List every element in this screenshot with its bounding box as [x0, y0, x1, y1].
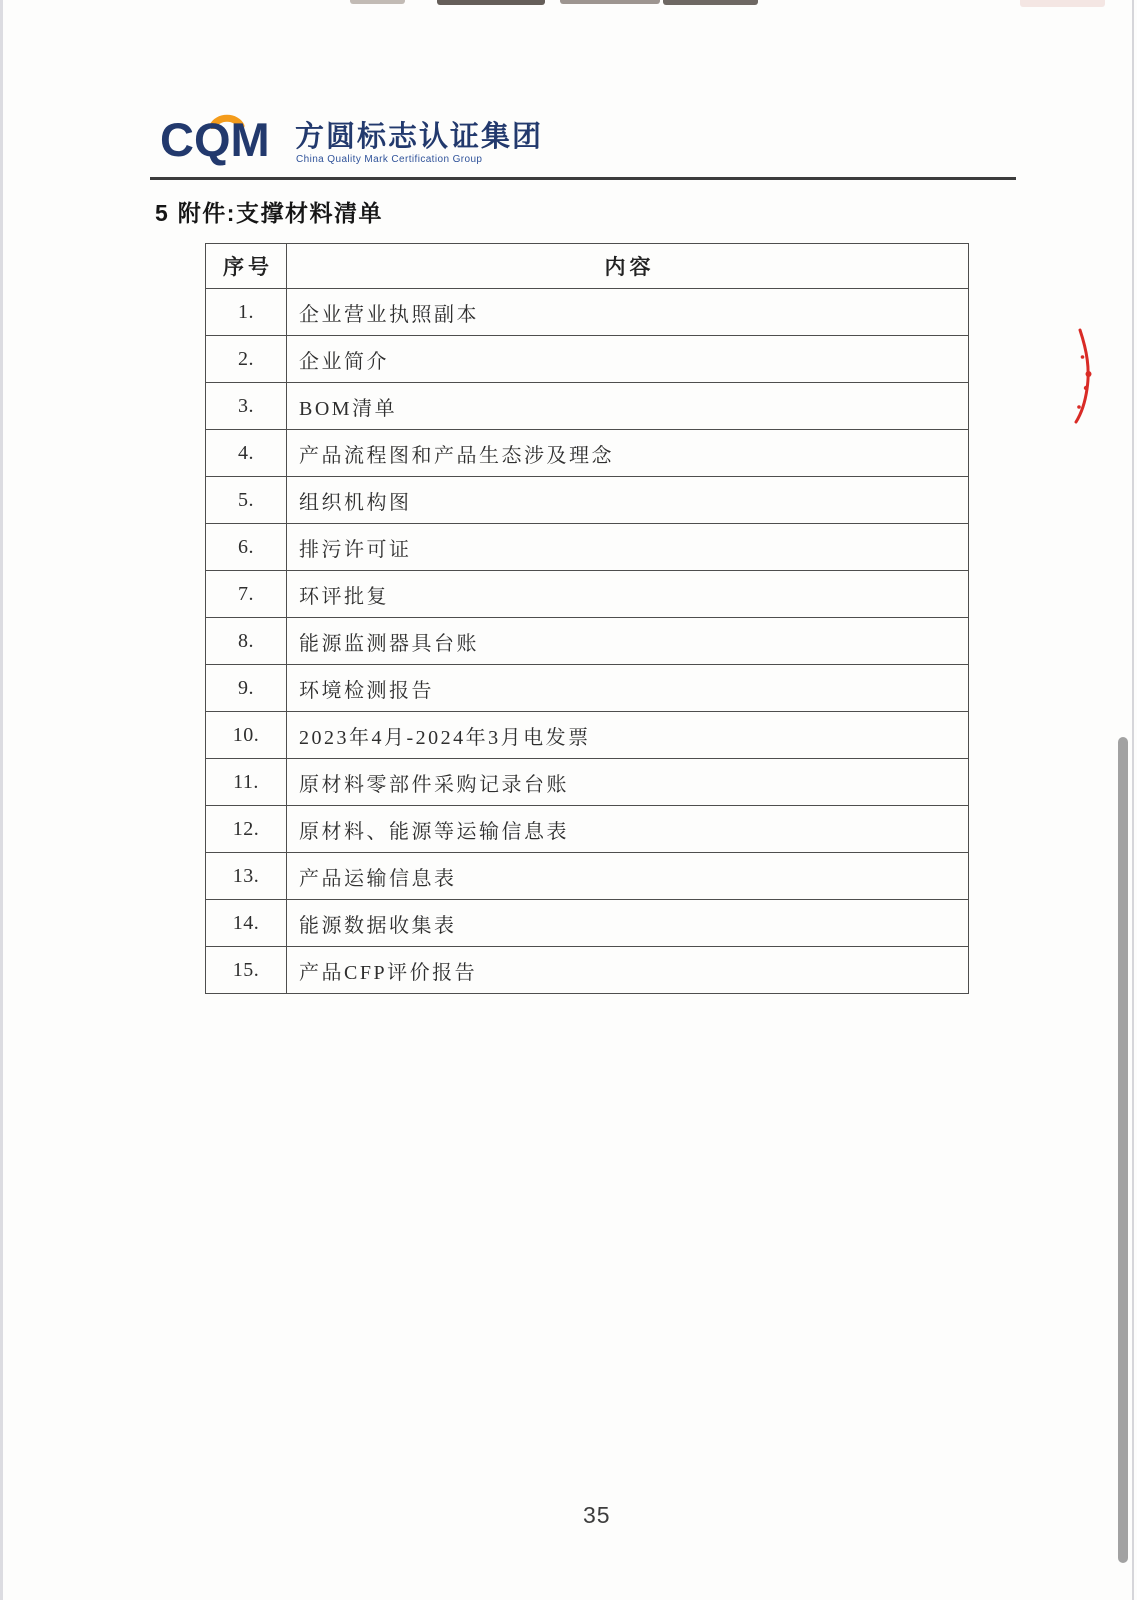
row-number-cell: 14.	[206, 900, 287, 947]
row-number-cell: 13.	[206, 853, 287, 900]
table-row	[206, 853, 969, 900]
table-row	[206, 383, 969, 430]
row-number-cell: 7.	[206, 571, 287, 618]
table-row	[206, 759, 969, 806]
row-number-cell: 4.	[206, 430, 287, 477]
row-content-cell: 排污许可证	[287, 524, 969, 571]
row-number-cell: 12.	[206, 806, 287, 853]
row-number-cell: 10.	[206, 712, 287, 759]
row-number-cell: 15.	[206, 947, 287, 994]
table-row	[206, 712, 969, 759]
row-content-cell: 产品流程图和产品生态涉及理念	[287, 430, 969, 477]
logo-name-chinese: 方圆标志认证集团	[295, 121, 544, 153]
scan-edge-right	[1132, 0, 1134, 1600]
section-number: 5	[155, 200, 168, 226]
table-body	[206, 289, 969, 994]
row-number-cell: 5.	[206, 477, 287, 524]
row-content-cell: 组织机构图	[287, 477, 969, 524]
table-header-row	[206, 244, 969, 289]
row-content-cell: 能源数据收集表	[287, 900, 969, 947]
red-stamp-arc-icon	[1070, 327, 1096, 425]
row-content-cell: 企业简介	[287, 336, 969, 383]
header-divider	[150, 177, 1016, 180]
row-content-cell: 环评批复	[287, 571, 969, 618]
row-content-cell: 2023年4月-2024年3月电发票	[287, 712, 969, 759]
table-row	[206, 665, 969, 712]
scan-edge-left	[0, 0, 3, 1600]
section-heading	[155, 199, 383, 229]
table-row	[206, 947, 969, 994]
table-row	[206, 571, 969, 618]
scan-smudge	[663, 0, 758, 5]
scan-smudge	[350, 0, 405, 4]
row-number-cell: 6.	[206, 524, 287, 571]
row-number-cell: 3.	[206, 383, 287, 430]
row-number-cell: 1.	[206, 289, 287, 336]
column-header-content: 内容	[287, 244, 969, 289]
row-content-cell: BOM清单	[287, 383, 969, 430]
scan-smudge	[437, 0, 545, 5]
attachment-list-table	[205, 243, 969, 994]
table-row	[206, 524, 969, 571]
column-header-number: 序号	[206, 244, 287, 289]
row-content-cell: 产品运输信息表	[287, 853, 969, 900]
logo-name-english: China Quality Mark Certification Group	[296, 154, 483, 165]
table-row	[206, 289, 969, 336]
page-number: 35	[583, 1502, 611, 1528]
scan-smudge	[560, 0, 660, 4]
table-row	[206, 618, 969, 665]
table-row	[206, 336, 969, 383]
row-number-cell: 11.	[206, 759, 287, 806]
row-content-cell: 环境检测报告	[287, 665, 969, 712]
row-content-cell: 能源监测器具台账	[287, 618, 969, 665]
table-row	[206, 477, 969, 524]
table-row	[206, 430, 969, 477]
section-title: 附件:支撑材料清单	[177, 200, 383, 226]
table-row	[206, 900, 969, 947]
row-content-cell: 原材料零部件采购记录台账	[287, 759, 969, 806]
table-row	[206, 806, 969, 853]
row-content-cell: 产品CFP评价报告	[287, 947, 969, 994]
cqm-logo-wordmark: CQM	[160, 113, 270, 166]
row-number-cell: 9.	[206, 665, 287, 712]
row-number-cell: 2.	[206, 336, 287, 383]
scan-smudge	[1020, 0, 1105, 7]
row-content-cell: 企业营业执照副本	[287, 289, 969, 336]
row-number-cell: 8.	[206, 618, 287, 665]
scan-shadow-band	[1118, 737, 1128, 1563]
row-content-cell: 原材料、能源等运输信息表	[287, 806, 969, 853]
